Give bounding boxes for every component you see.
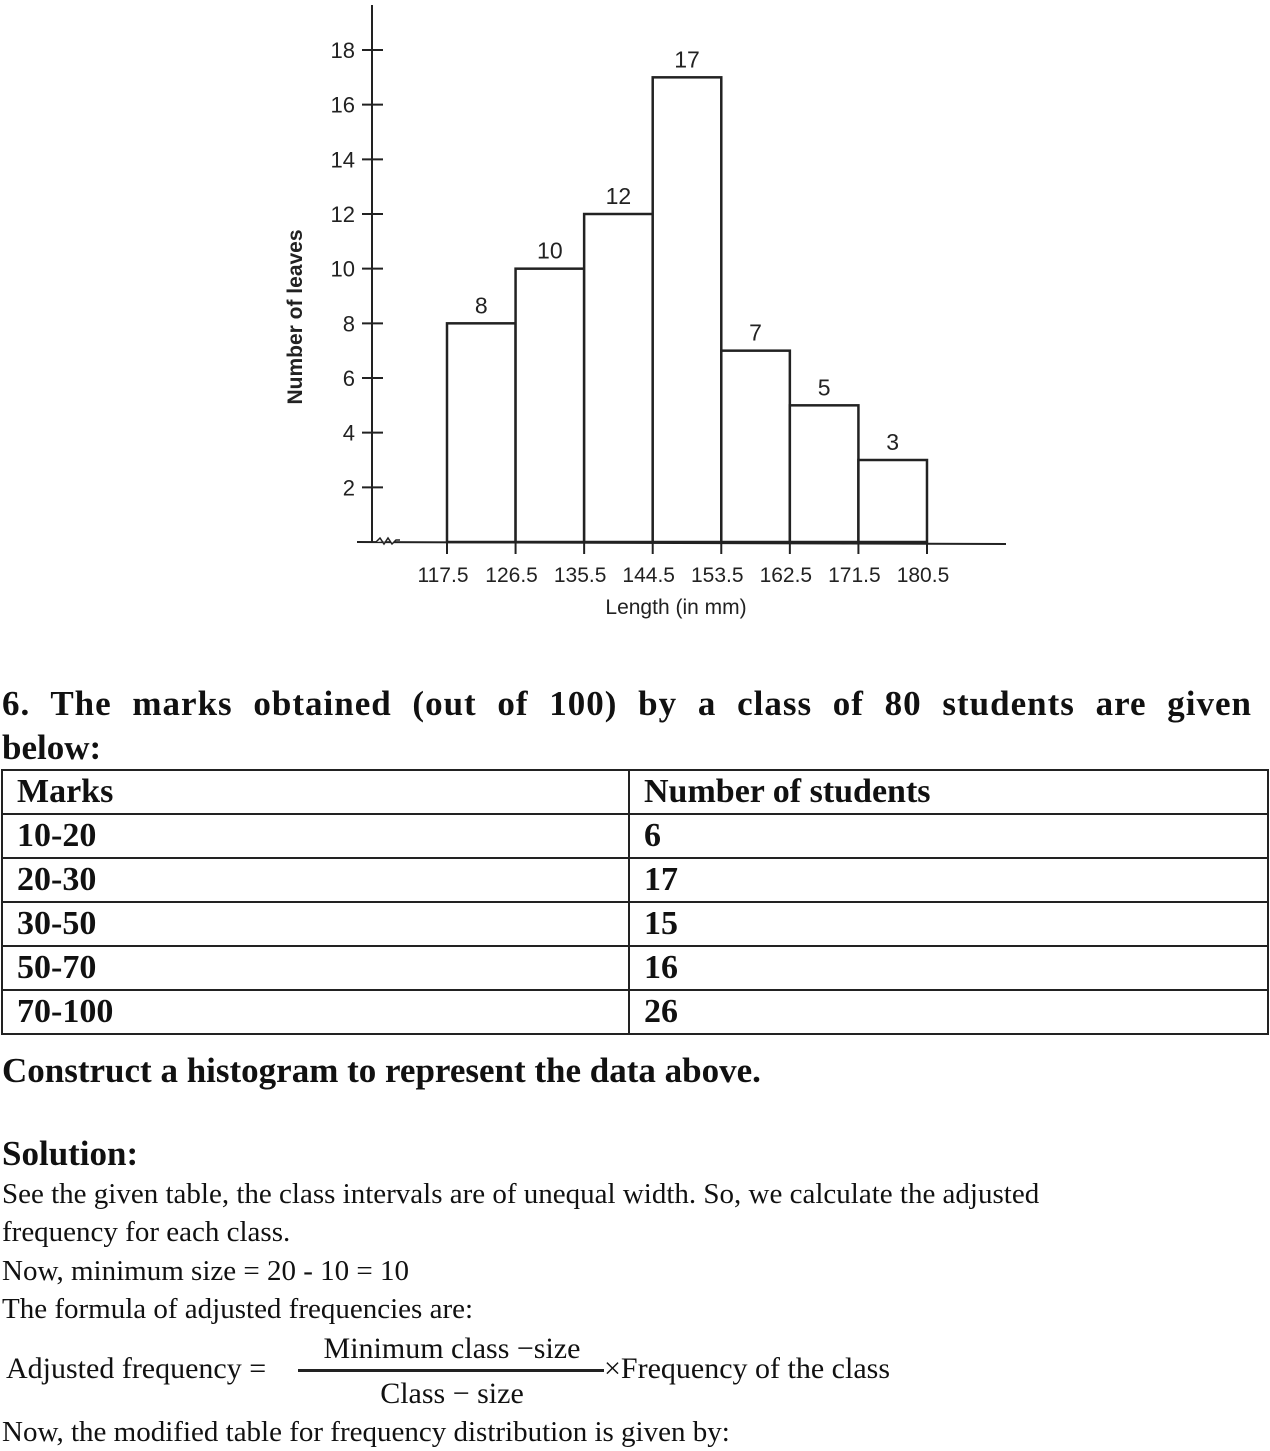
x-tick-label: 171.5 bbox=[828, 564, 881, 587]
x-tick-label: 180.5 bbox=[896, 564, 950, 587]
question-text-continued: below: bbox=[2, 728, 102, 767]
bar-value-label: 3 bbox=[886, 429, 900, 455]
marks-cell: 10-20 bbox=[2, 814, 629, 858]
formula-numerator: Minimum class −size bbox=[323, 1332, 581, 1365]
marks-cell: 30-50 bbox=[2, 902, 629, 946]
x-tick-label: 126.5 bbox=[485, 564, 538, 587]
y-tick-label: 2 bbox=[342, 475, 355, 501]
solution-heading: Solution: bbox=[2, 1134, 139, 1173]
formula-rhs: ×Frequency of the class bbox=[604, 1352, 890, 1385]
students-cell: 26 bbox=[629, 990, 1268, 1034]
fraction-bar bbox=[298, 1369, 604, 1372]
y-tick-label: 12 bbox=[330, 202, 355, 227]
marks-cell: 20-30 bbox=[2, 858, 629, 902]
y-tick-label: 18 bbox=[330, 38, 355, 63]
histogram-bar bbox=[447, 323, 516, 542]
histogram-bar bbox=[584, 214, 653, 542]
table-header-row bbox=[2, 770, 1268, 814]
students-cell: 6 bbox=[629, 814, 1268, 858]
question-text: 6. The marks obtained (out of 100) by a class of 80 students are given bbox=[2, 684, 1252, 723]
bar-value-label: 5 bbox=[817, 374, 831, 401]
y-tick-label: 4 bbox=[342, 420, 355, 446]
x-tick-label: 162.5 bbox=[759, 564, 813, 587]
solution-line: See the given table, the class intervals are of unequal width. So, we calculate the adjusted bbox=[2, 1178, 1040, 1210]
marks-table bbox=[1, 769, 1269, 1035]
bar-value-label: 7 bbox=[749, 319, 762, 346]
histogram-bar bbox=[516, 269, 585, 542]
bar-value-label: 8 bbox=[474, 292, 488, 319]
header-marks: Marks bbox=[2, 770, 629, 814]
solution-line: frequency for each class. bbox=[2, 1216, 291, 1248]
x-tick-label: 153.5 bbox=[690, 564, 744, 587]
table-row bbox=[2, 990, 1268, 1034]
marks-cell: 70-100 bbox=[2, 990, 629, 1034]
formula-denominator: Class − size bbox=[380, 1377, 524, 1410]
histogram-chart bbox=[0, 0, 1270, 640]
y-tick-label: 16 bbox=[330, 92, 355, 118]
instruction-text: Construct a histogram to represent the data above. bbox=[2, 1051, 761, 1090]
students-cell: 15 bbox=[629, 902, 1268, 946]
bar-value-label: 12 bbox=[605, 183, 632, 209]
formula-lhs: Adjusted frequency = bbox=[6, 1352, 267, 1385]
x-axis-label: Length (in mm) bbox=[605, 596, 747, 619]
histogram-bar bbox=[858, 460, 927, 542]
y-axis-label: Number of leaves bbox=[284, 229, 307, 405]
histogram-bar bbox=[653, 77, 722, 542]
solution-last-line: Now, the modified table for frequency distribution is given by: bbox=[2, 1416, 730, 1448]
table-row bbox=[2, 814, 1268, 858]
x-tick-label: 117.5 bbox=[417, 564, 469, 587]
histogram-bar bbox=[721, 351, 790, 542]
bar-value-label: 17 bbox=[674, 46, 700, 73]
table-row bbox=[2, 858, 1268, 902]
y-tick-label: 6 bbox=[342, 366, 355, 391]
solution-line: Now, minimum size = 20 - 10 = 10 bbox=[2, 1255, 409, 1287]
histogram-bar bbox=[790, 405, 859, 542]
x-tick-label: 135.5 bbox=[553, 564, 607, 587]
solution-line: The formula of adjusted frequencies are: bbox=[2, 1293, 474, 1325]
marks-cell: 50-70 bbox=[2, 946, 629, 990]
table-row bbox=[2, 946, 1268, 990]
y-tick-label: 8 bbox=[342, 311, 355, 337]
students-cell: 16 bbox=[629, 946, 1268, 990]
x-tick-label: 144.5 bbox=[622, 564, 675, 587]
y-tick-label: 14 bbox=[330, 147, 355, 173]
table-row bbox=[2, 902, 1268, 946]
bar-value-label: 10 bbox=[537, 237, 563, 264]
y-tick-label: 10 bbox=[330, 256, 355, 282]
header-number-of-students: Number of students bbox=[629, 770, 1268, 814]
students-cell: 17 bbox=[629, 858, 1268, 902]
